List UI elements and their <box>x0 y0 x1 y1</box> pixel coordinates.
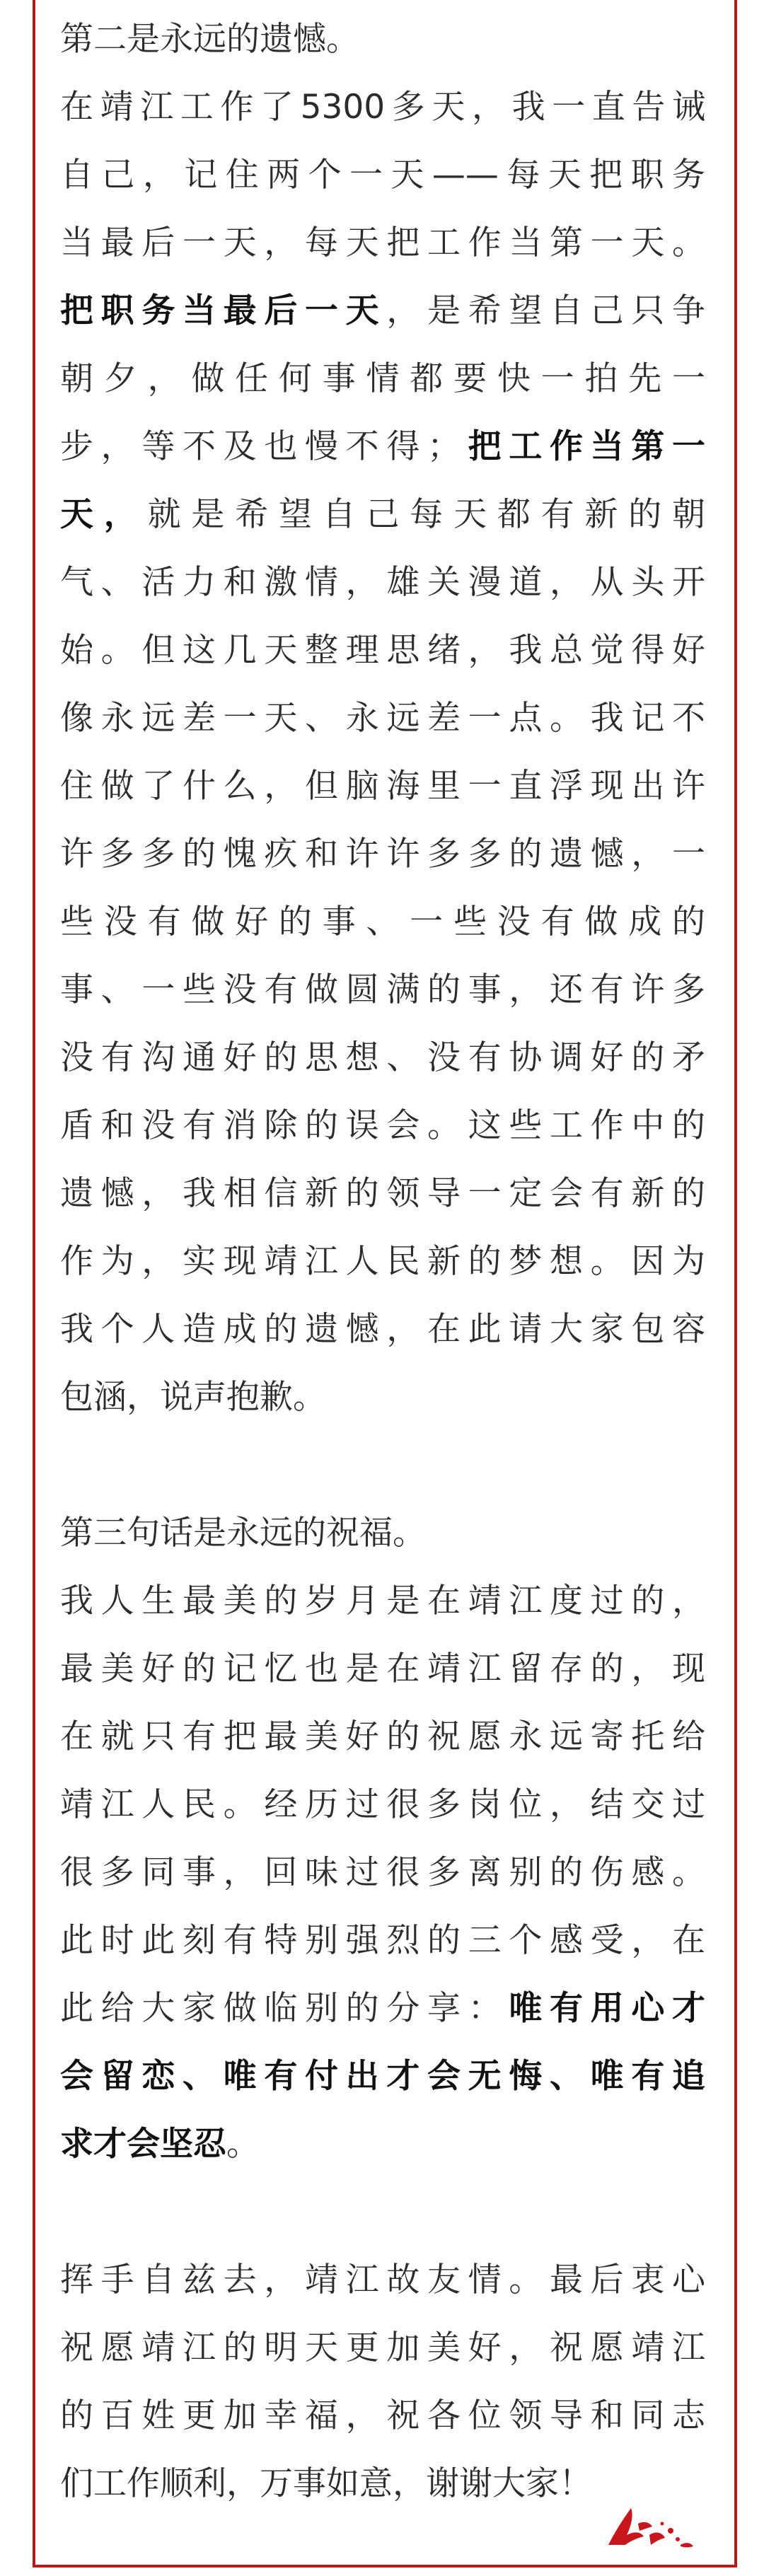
text-run: ，是希望自己只争 <box>386 291 705 330</box>
paragraph-gap <box>60 2178 705 2246</box>
text-run: 步，等不及也慢不得； <box>60 427 461 466</box>
text-run: 。 <box>226 2125 260 2164</box>
paragraph-line: 会留恋、唯有付出才会无悔、唯有追 <box>60 2057 705 2096</box>
paragraph-line: 很多同事，回味过很多离别的伤感。 <box>60 1853 705 1892</box>
paragraph-line: 最美好的记忆也是在靖江留存的，现 <box>60 1649 705 1688</box>
paragraph-line: 气、活力和激情，雄关漫道，从头开 <box>60 563 705 602</box>
paragraph-gap <box>60 1432 705 1499</box>
paragraph-line <box>60 277 705 345</box>
paragraph-line: 作为，实现靖江人民新的梦想。因为 <box>60 1242 705 1281</box>
text-run: 就是希望自己每天都有新的朝 <box>147 495 705 534</box>
paragraph-line: 像永远差一天、永远差一点。我记不 <box>60 699 705 738</box>
paragraph-line: 盾和没有消除的误会。这些工作中的 <box>60 1106 705 1145</box>
bold-phrase: 把职务当最后一天 <box>60 291 387 330</box>
section-heading: 第三句话是永远的祝福。 <box>60 1514 426 1553</box>
paragraph-line: 朝夕，做任何事情都要快一拍先一 <box>60 359 705 398</box>
paragraph-line <box>60 413 705 481</box>
article-body <box>60 6 705 2518</box>
paragraph-line: 靖江人民。经历过很多岗位，结交过 <box>60 1785 705 1824</box>
paragraph-line: 我人生最美的岁月是在靖江度过的， <box>60 1582 705 1620</box>
paragraph-line: 自己，记住两个一天——每天把职务 <box>60 156 705 195</box>
paragraph-line: 我个人造成的遗憾，在此请大家包容 <box>60 1310 705 1349</box>
paragraph-line <box>60 1975 705 2043</box>
paragraph-line: 当最后一天，每天把工作当第一天。 <box>60 224 705 262</box>
paragraph-line: 祝愿靖江的明天更加美好，祝愿靖江 <box>60 2328 705 2367</box>
paragraph-line: 的百姓更加幸福，祝各位领导和同志 <box>60 2396 705 2435</box>
paragraph-line: 此时此刻有特别强烈的三个感受，在 <box>60 1921 705 1960</box>
paragraph-line: 在靖江工作了5300多天，我一直告诫 <box>60 88 705 127</box>
section-heading: 第二是永远的遗憾。 <box>60 20 359 59</box>
bold-phrase: 天， <box>60 495 148 534</box>
paragraph-line: 挥手自兹去，靖江故友情。最后衷心 <box>60 2261 705 2299</box>
bold-phrase: 把工作当第一 <box>461 427 705 466</box>
red-brush-seal-icon <box>594 2502 700 2552</box>
paragraph-line <box>60 2111 705 2178</box>
paragraph-line: 包涵，说声抱歉。 <box>60 1378 326 1417</box>
paragraph-line: 们工作顺利，万事如意，谢谢大家！ <box>60 2464 592 2503</box>
bold-phrase: 唯有用心才 <box>509 1989 705 2028</box>
paragraph-line <box>60 481 705 549</box>
paragraph-line: 在就只有把最美好的祝愿永远寄托给 <box>60 1717 705 1756</box>
paragraph-line: 遗憾，我相信新的领导一定会有新的 <box>60 1174 705 1213</box>
paragraph-line: 事、一些没有做圆满的事，还有许多 <box>60 970 705 1009</box>
paragraph-line: 始。但这几天整理思绪，我总觉得好 <box>60 631 705 670</box>
paragraph-line: 住做了什么，但脑海里一直浮现出许 <box>60 767 705 806</box>
paragraph-line: 没有沟通好的思想、没有协调好的矛 <box>60 1038 705 1077</box>
paragraph-line: 许多多的愧疚和许许多多的遗憾，一 <box>60 835 705 874</box>
bold-phrase: 求才会坚忍 <box>60 2125 226 2164</box>
paragraph-line: 些没有做好的事、一些没有做成的 <box>60 903 705 941</box>
text-run: 此给大家做临别的分享： <box>60 1989 509 2028</box>
